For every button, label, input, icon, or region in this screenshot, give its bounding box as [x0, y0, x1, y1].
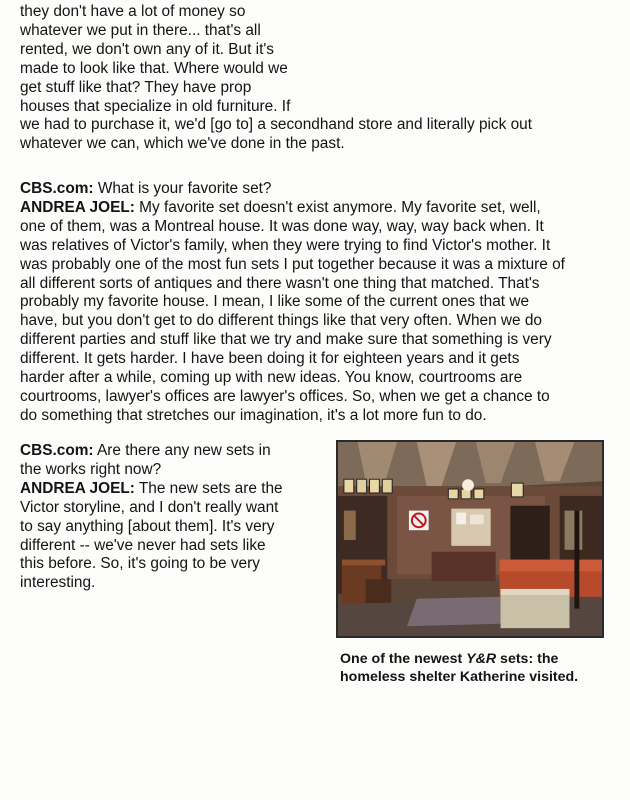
- answer-line: [20, 480, 283, 499]
- text-line: was probably one of the most fun sets I put together because it was a mixture of: [20, 255, 565, 273]
- caption-line: homeless shelter Katherine visited.: [340, 669, 579, 685]
- text-line: do something that stretches our imagination, it's a lot more fun to do.: [20, 406, 487, 424]
- interviewer-label: CBS.com:: [20, 180, 94, 197]
- text-line: houses that specialize in old furniture. If: [20, 97, 291, 115]
- text-line: the works right now?: [20, 460, 162, 478]
- text-line: Victor storyline, and I don't really want: [20, 498, 279, 516]
- answer-text: The new sets are the: [134, 479, 283, 497]
- text-line: interesting.: [20, 574, 96, 592]
- text-line: was relatives of Victor's family, when they were trying to find Victor's mother. It: [20, 236, 551, 254]
- favorite-set-qa: [20, 180, 565, 426]
- text-line: different parties and stuff like that we try and make sure that something is very: [20, 331, 552, 349]
- question-line: [20, 180, 565, 199]
- text-line: whatever we put in there... that's all: [20, 21, 261, 39]
- text-line: rented, we don't own any of it. But it's: [20, 40, 274, 58]
- text-line: whatever we can, which we've done in the past.: [20, 135, 345, 153]
- text-line: different. It gets harder. I have been doing it for eighteen years and it gets: [20, 350, 520, 368]
- caption-line: [340, 650, 578, 668]
- interviewee-label: ANDREA JOEL:: [20, 479, 135, 497]
- text-line: one of them, was a Montreal house. It was done way, way, way back when. It: [20, 217, 544, 235]
- text-line: this before. So, it's going to be very: [20, 555, 260, 573]
- photo-caption: [340, 650, 578, 686]
- answer-line: [20, 199, 565, 218]
- text-line: to say anything [about them]. It's very: [20, 517, 275, 535]
- question-text: Are there any new sets in: [93, 442, 271, 459]
- text-line: all different sorts of antiques and there wasn't one thing that matched. That's: [20, 274, 540, 292]
- text-line: made to look like that. Where would we: [20, 59, 288, 77]
- show-title: Y&R: [466, 651, 497, 667]
- caption-text: One of the newest: [340, 651, 467, 667]
- new-sets-qa: [20, 442, 283, 593]
- text-line: probably my favorite house. I mean, I like some of the current ones that we: [20, 293, 530, 311]
- caption-text: sets: the: [496, 651, 559, 667]
- text-line: get stuff like that? They have prop: [20, 78, 252, 96]
- text-line: courtrooms, lawyer's offices are lawyer's offices. So, when we get a chance to: [20, 387, 550, 405]
- question-text: What is your favorite set?: [93, 180, 272, 197]
- text-line: we had to purchase it, we'd [go to] a secondhand store and literally pick out: [20, 116, 532, 134]
- text-line: they don't have a lot of money so: [20, 3, 246, 20]
- intro-paragraph: [20, 3, 532, 154]
- text-line: harder after a while, coming up with new ideas. You know, courtrooms are: [20, 369, 523, 387]
- interviewer-label: CBS.com:: [20, 442, 94, 459]
- homeless-shelter-set-image: [338, 442, 602, 636]
- set-photo: [336, 440, 604, 638]
- question-line: [20, 442, 283, 461]
- answer-text: My favorite set doesn't exist anymore. My favorite set, well,: [134, 198, 541, 216]
- text-line: different -- we've never had sets like: [20, 536, 266, 554]
- text-line: have, but you don't get to do different things like that very often. When we do: [20, 312, 542, 330]
- interviewee-label: ANDREA JOEL:: [20, 198, 135, 216]
